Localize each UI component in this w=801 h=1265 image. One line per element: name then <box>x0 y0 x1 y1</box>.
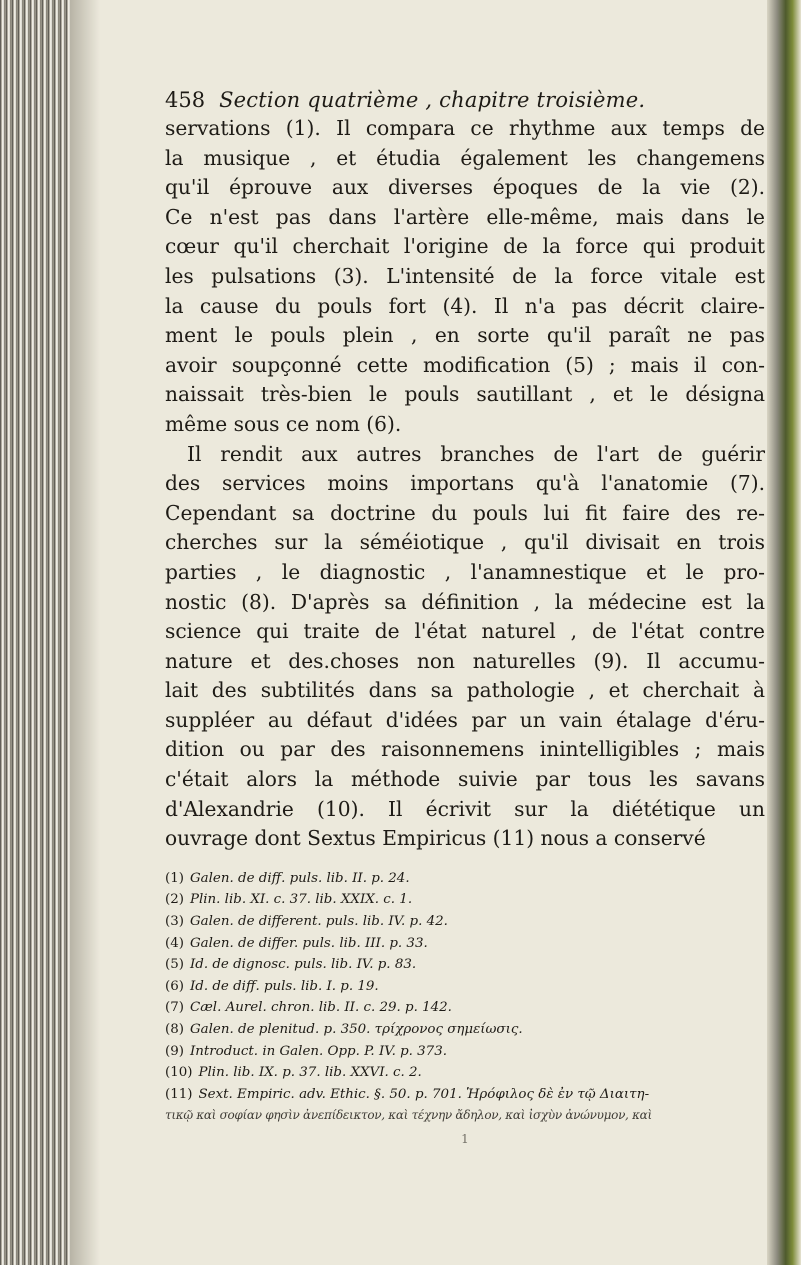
footnote-number: (10) <box>165 1065 193 1081</box>
footnote-number: (8) <box>165 1022 184 1037</box>
footnote <box>165 933 765 955</box>
footnote <box>165 1084 765 1106</box>
body-line: parties , le diagnostic , l'anamnestique et le pro- <box>165 559 765 584</box>
running-head <box>165 88 765 112</box>
book-page <box>165 88 765 1151</box>
footnote <box>165 889 765 911</box>
body-line: servations (1). Il compara ce rhythme aux temps de <box>165 116 765 140</box>
footnote-text: Galen. de plenitud. p. 350. τρίχρονος σημείωσις. <box>189 1022 523 1037</box>
footnote <box>165 911 765 933</box>
footnote-number: (7) <box>165 1000 184 1016</box>
footnote-number: (1) <box>165 870 184 886</box>
body-line: nostic (8). D'après sa définition , la médecine est la <box>165 589 765 614</box>
footnote-number: (6) <box>165 978 184 994</box>
body-line: qu'il éprouve aux diverses époques de la vie (2). <box>165 175 765 200</box>
body-line: la cause du pouls fort (4). Il n'a pas décrit claire- <box>165 293 765 318</box>
footnote-continuation: τικῷ καὶ σοφίαν φησὶν ἀνεπίδεικτον, καὶ τέχνην ἄδηλον, καὶ ἰσχὺν ἀνώνυμον, καὶ <box>165 1108 652 1123</box>
body-line: la musique , et étudia également les changemens <box>165 145 765 170</box>
footnote <box>165 1062 765 1084</box>
footnote <box>165 997 765 1019</box>
footnote-number: (5) <box>165 957 184 973</box>
body-line: Il rendit aux autres branches de l'art de guérir <box>187 441 765 466</box>
body-line: même sous ce nom (6). <box>165 411 402 436</box>
body-line: suppléer au défaut d'idées par un vain étalage d'éru- <box>165 707 765 732</box>
body-line: c'était alors la méthode suivie par tous les savans <box>165 767 765 792</box>
footnote <box>165 1041 765 1063</box>
footnotes <box>165 868 765 1151</box>
footnote-text: Plin. lib. XI. c. 37. lib. XXIX. c. 1. <box>189 892 413 908</box>
footnote-text: Galen. de differ. puls. lib. III. p. 33. <box>189 935 428 951</box>
footnote <box>165 868 765 890</box>
footnote-number: (3) <box>165 914 184 930</box>
page-number: 458 <box>165 88 206 112</box>
body-line: lait des subtilités dans sa pathologie , et cherchait à <box>165 678 765 703</box>
footnote-number: (9) <box>165 1043 184 1059</box>
footnote-number: (11) <box>165 1086 193 1102</box>
body-line: nature et des.choses non naturelles (9). Il accumu- <box>165 648 765 673</box>
book-binding-edge <box>0 0 70 1265</box>
body-paragraphs <box>165 114 765 854</box>
footnote <box>165 954 765 976</box>
signature-mark: 1 <box>461 1131 469 1146</box>
footnote-text: Galen. de diff. puls. lib. II. p. 24. <box>189 870 410 886</box>
footnote-text: Sext. Empiric. adv. Ethic. §. 50. p. 701. Ἡρόφιλος δὲ ἐν τῷ Διαιτη- <box>198 1086 650 1102</box>
body-line: ouvrage dont Sextus Empiricus (11) nous a conservé <box>165 826 706 851</box>
body-line: cœur qu'il cherchait l'origine de la force qui produit <box>165 234 765 259</box>
body-line: cherches sur la séméiotique , qu'il divisait en trois <box>165 530 765 555</box>
footnote <box>165 1019 765 1041</box>
footnote-text: Id. de diff. puls. lib. I. p. 19. <box>189 978 379 994</box>
body-line: Ce n'est pas dans l'artère elle-même, mais dans le <box>165 204 765 229</box>
footnote-text: Id. de dignosc. puls. lib. IV. p. 83. <box>189 957 417 973</box>
body-line: des services moins importans qu'à l'anatomie (7). <box>165 471 765 496</box>
footnote <box>165 976 765 998</box>
gutter-shadow <box>70 0 100 1265</box>
footnote-text: Introduct. in Galen. Opp. P. IV. p. 373. <box>189 1043 447 1059</box>
body-line: Cependant sa doctrine du pouls lui fit faire des re- <box>165 500 765 525</box>
footnote-text: Plin. lib. IX. p. 37. lib. XXVI. c. 2. <box>198 1065 422 1081</box>
footnote-number: (4) <box>165 935 184 951</box>
body-line: science qui traite de l'état naturel , de l'état contre <box>165 619 765 644</box>
footnote-number: (2) <box>165 892 184 908</box>
footnote-text: Galen. de different. puls. lib. IV. p. 42. <box>189 914 448 930</box>
body-line: avoir soupçonné cette modification (5) ; mais il con- <box>165 352 765 377</box>
body-line: ment le pouls plein , en sorte qu'il paraît ne pas <box>165 323 765 348</box>
page-right-edge <box>767 0 801 1265</box>
footnote-text: Cæl. Aurel. chron. lib. II. c. 29. p. 142. <box>189 1000 452 1016</box>
body-line: naissait très-bien le pouls sautillant , et le désigna <box>165 382 765 407</box>
body-line: les pulsations (3). L'intensité de la force vitale est <box>165 263 765 288</box>
body-line: dition ou par des raisonnemens inintelligibles ; mais <box>165 737 765 762</box>
body-line: d'Alexandrie (10). Il écrivit sur la diététique un <box>165 796 765 821</box>
running-title: Section quatrième , chapitre troisième. <box>219 88 646 112</box>
